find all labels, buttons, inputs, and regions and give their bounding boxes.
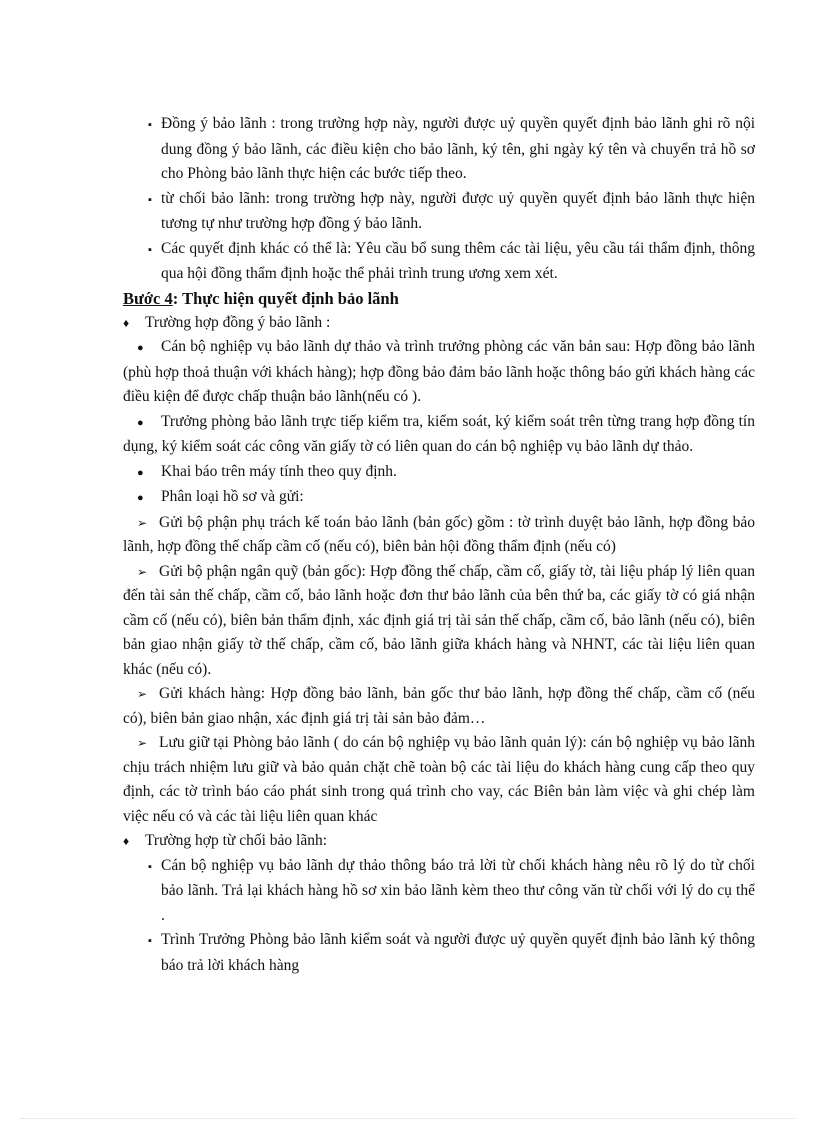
arrow-bullet-icon: ➢ bbox=[137, 515, 148, 530]
diamond-bullet-icon: ♦ bbox=[123, 315, 130, 330]
square-bullet-icon: ▪ bbox=[148, 119, 152, 131]
arrow-bullet-icon: ➢ bbox=[137, 687, 148, 701]
list-item bbox=[123, 682, 755, 731]
list-item bbox=[123, 187, 755, 237]
step-label: Bước 4 bbox=[123, 288, 173, 308]
page-bottom-divider bbox=[20, 1118, 796, 1119]
arrow-bullet-icon: ➢ bbox=[137, 564, 148, 579]
item-text: Gửi bộ phận ngân quỹ (bản gốc): Hợp đồng thế chấp, cầm cố, giấy tờ, tài liệu pháp lý liên quan đến tài sản thế chấp, cầm cố, bảo lãnh hoặc đơn thư bảo lãnh của bên thứ ba, các giấy tờ có giá nhận cầm cố (nếu có), biên bản thẩm định, xác định giá trị tài sản thế chấp, cầm cố, bảo lãnh (nếu có), biên bản giao nhận giấy tờ thế chấp, cầm cố, bảo lãnh giữa khách hàng và NHNT, các tài liệu liên quan khác (nếu có). bbox=[123, 562, 755, 678]
list-item bbox=[123, 485, 755, 511]
case-heading bbox=[123, 829, 755, 854]
case-text: Trường hợp từ chối bảo lãnh: bbox=[145, 832, 328, 849]
item-text: Các quyết định khác có thể là: Yêu cầu bổ sung thêm các tài liệu, yêu cầu tái thẩm định, thông qua hội đồng thẩm định hoặc thể phải trình trung ương xem xét. bbox=[161, 239, 755, 282]
dot-bullet-icon: ● bbox=[137, 416, 144, 429]
item-text: từ chối bảo lãnh: trong trường hợp này, người được uỷ quyền quyết định bảo lãnh thực hiện tương tự như trường hợp đồng ý bảo lãnh. bbox=[161, 189, 755, 232]
document-body bbox=[123, 112, 755, 978]
dot-bullet-icon: ● bbox=[137, 342, 144, 354]
list-item bbox=[123, 560, 755, 683]
item-text: Cán bộ nghiệp vụ bảo lãnh dự thảo và trình trưởng phòng các văn bản sau: Hợp đồng bảo lãnh (phù hợp thoả thuận với khách hàng); hợp đồng bảo đảm bảo lãnh hoặc thông báo gửi khách hàng các điều kiện để được chấp thuận bảo lãnh(nếu có ). bbox=[123, 338, 755, 405]
list-item bbox=[123, 460, 755, 486]
list-item bbox=[123, 112, 755, 187]
diamond-bullet-icon: ♦ bbox=[123, 834, 130, 848]
item-text: Trưởng phòng bảo lãnh trực tiếp kiểm tra, kiểm soát, ký kiểm soát trên từng trang hợp đồng tín dụng, ký kiểm soát các công văn giấy tờ có liên quan do cán bộ nghiệp vụ bảo lãnh dự thảo. bbox=[123, 412, 755, 455]
arrow-bullet-icon: ➢ bbox=[137, 736, 148, 750]
item-text: Lưu giữ tại Phòng bảo lãnh ( do cán bộ nghiệp vụ bảo lãnh quản lý): cán bộ nghiệp vụ bảo lãnh chịu trách nhiệm lưu giữ và bảo quản chặt chẽ toàn bộ các tài liệu do khách hàng cung cấp theo quy định, các tờ trình báo cáo phát sinh trong quá trình cho vay, các Biên bản làm việc và ghi chép làm việc nếu có và các tài liệu liên quan khác bbox=[123, 734, 755, 825]
item-text: Gửi bộ phận phụ trách kế toán bảo lãnh (bản gốc) gồm : tờ trình duyệt bảo lãnh, hợp đồng bảo lãnh, hợp đồng thế chấp cầm cố (nếu có), biên bản hội đồng thẩm định (nếu có) bbox=[123, 513, 755, 555]
item-text: Phân loại hồ sơ và gửi: bbox=[161, 488, 304, 505]
dot-bullet-icon: ● bbox=[137, 466, 144, 479]
step-title: : Thực hiện quyết định bảo lãnh bbox=[172, 288, 399, 308]
list-item bbox=[123, 335, 755, 410]
item-text: Cán bộ nghiệp vụ bảo lãnh dự thảo thông báo trả lời từ chối khách hàng nêu rõ lý do từ chối bảo lãnh. Trả lại khách hàng hồ sơ xin bảo lãnh kèm theo thư công văn từ chối với lý do cụ thể . bbox=[161, 856, 755, 924]
dot-bullet-icon: ● bbox=[137, 492, 144, 504]
item-text: Trình Trưởng Phòng bảo lãnh kiểm soát và người được uỷ quyền quyết định bảo lãnh ký thông báo trả lời khách hàng bbox=[161, 931, 755, 974]
list-item bbox=[123, 731, 755, 829]
section-heading bbox=[123, 287, 755, 311]
list-item bbox=[123, 511, 755, 560]
item-text: Khai báo trên máy tính theo quy định. bbox=[161, 462, 397, 480]
list-item bbox=[123, 237, 755, 287]
item-text: Gửi khách hàng: Hợp đồng bảo lãnh, bản gốc thư bảo lãnh, hợp đồng thế chấp, cầm cố (nếu có), biên bản giao nhận, xác định giá trị tài sản bảo đảm… bbox=[123, 685, 755, 727]
item-text: Đồng ý bảo lãnh : trong trường hợp này, người được uỷ quyền quyết định bảo lãnh ghi rõ nội dung đồng ý bảo lãnh, các điều kiện cho bảo lãnh, ký tên, ghi ngày ký tên và chuyển trả hồ sơ cho Phòng bảo lãnh thực hiện các bước tiếp theo. bbox=[161, 115, 755, 182]
list-item bbox=[123, 854, 755, 929]
square-bullet-icon: ▪ bbox=[148, 860, 152, 873]
list-item bbox=[123, 410, 755, 460]
case-text: Trường hợp đồng ý bảo lãnh : bbox=[145, 313, 331, 331]
case-heading bbox=[123, 311, 755, 336]
square-bullet-icon: ▪ bbox=[148, 193, 152, 206]
square-bullet-icon: ▪ bbox=[148, 243, 152, 256]
square-bullet-icon: ▪ bbox=[148, 935, 152, 947]
list-item bbox=[123, 928, 755, 978]
